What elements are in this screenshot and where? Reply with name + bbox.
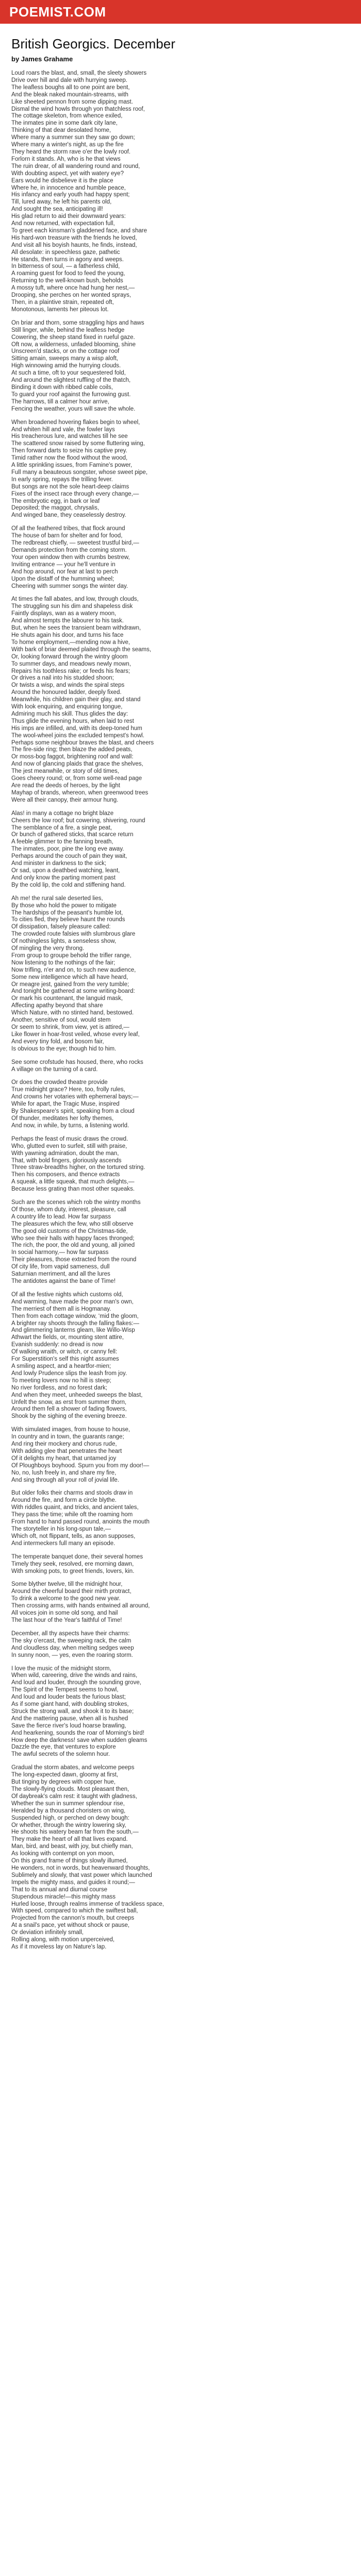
poem-stanza	[11, 1079, 259, 1129]
poem-line: His hard-won treasure with the friends he loved,	[11, 234, 137, 241]
poem-line: Perhaps some neighbour braves the blast, and cheers	[11, 739, 154, 746]
poem-line: December, all thy aspects have their charms:	[11, 1630, 130, 1637]
poem-line: A brighter ray shoots through the falling flakes:—	[11, 1320, 140, 1327]
poem-container	[0, 24, 259, 1951]
poem-stanza	[11, 1631, 259, 1659]
poem-line: Of city life, from vapid sameness, dull	[11, 1264, 110, 1270]
poem-line: Sublimely and slowly, that vast power which launched	[11, 1872, 152, 1878]
poem-line: Where he, in innocence and humble peace,	[11, 184, 126, 191]
poem-line: The ruin drear, of all wandering round and round,	[11, 163, 140, 170]
poem-line: Of daybreak's calm rest: it taught with gladness,	[11, 1793, 137, 1800]
poem-line: With yawning admiration, doubt the man,	[11, 1150, 119, 1157]
poem-line: A little sprinkling issues, from Famine's power,	[11, 462, 133, 469]
poem-line: The merriest of them all is Hogmanay.	[11, 1306, 111, 1312]
poem-line: A village on the turning of a card.	[11, 1066, 98, 1073]
poem-line: Gradual the storm abates, and welcome peeps	[11, 1765, 135, 1771]
poem-stanza	[11, 70, 259, 314]
poem-line: Shook by the sighing of the evening breeze.	[11, 1413, 127, 1420]
poem-line: The pleasures which the few, who still observe	[11, 1221, 134, 1227]
poem-line: A smiling aspect, and a heartfor-mien;	[11, 1363, 111, 1369]
poem-line: Thinking of that dear desolated home,	[11, 127, 111, 134]
poem-line: Drooping, she perches on her wonted sprays,	[11, 292, 132, 299]
poem-line: At a snail's pace, yet without shock or pause,	[11, 1922, 130, 1929]
poem-line: Or moss-bog faggot, brightening roof and wall:	[11, 754, 134, 760]
poem-line: Deposited; the maggot, chrysalis,	[11, 505, 100, 512]
poem-line: By Shakespeare's spirit, speaking from a cloud	[11, 1108, 135, 1115]
poem-line: Of walking wraith, or witch, or canny fell:	[11, 1349, 118, 1355]
poem-line: The fire-side ring; then blaze the added peats,	[11, 747, 133, 753]
poem-line: The harrows, till a calmer hour arrive,	[11, 398, 109, 405]
poem-line: Perhaps the feast of music draws the crowd.	[11, 1136, 128, 1142]
poem-line: To cities fled, they believe haunt the rounds	[11, 917, 125, 923]
poem-line: The antidotes against the bane of Time!	[11, 1278, 116, 1284]
poem-line: And almost tempts the labourer to his task.	[11, 618, 124, 624]
poem-line: Your open window then with crumbs bestrew,	[11, 554, 130, 561]
poem-line: Where many a summer sun they saw go down;	[11, 134, 135, 141]
poem-line: Mayhap of brands, whereon, when greenwood trees	[11, 789, 149, 796]
poem-line: Were all their canopy, their armour hung.	[11, 796, 119, 803]
poem-stanza	[11, 1765, 259, 1951]
poem-line: By the cold lip, the cold and stiffening hand.	[11, 882, 126, 888]
poem-line: Loud roars the blast, and, small, the sleety showers	[11, 70, 147, 76]
poem-line: Cowering, the sheep stand fixed in rueful gaze.	[11, 334, 135, 341]
poem-line: Of those, whom duty, interest, pleasure, call	[11, 1206, 126, 1213]
poem-line: Fencing the weather, yours will save the whole.	[11, 405, 136, 412]
poem-line: Which oft, not flippant, tells, as anon supposes,	[11, 1533, 136, 1539]
poem-line: Of all the festive nights which customs old,	[11, 1291, 123, 1298]
poem-line: But tinging by degrees with copper hue,	[11, 1779, 116, 1786]
poem-line: Or, looking forward through the wintry gloom	[11, 653, 128, 660]
poem-line: In early spring, repays the trilling fever.	[11, 476, 113, 483]
poem-line: Thus glide the evening hours, when laid to rest	[11, 718, 134, 724]
poem-line: Is obvious to the eye; though hid to him.	[11, 1045, 117, 1052]
poem-line: Admiring much his skill. Thus glides the day:	[11, 710, 128, 717]
poem-line: Faintly displays, wan as a watery moon,	[11, 611, 117, 617]
poem-line: To summer days, and meadows newly mown,	[11, 660, 132, 667]
poem-line: With look enquiring, and enquiring tongue,	[11, 704, 123, 710]
poem-line: Like flower in hoar-frost veiled, whose every leaf,	[11, 1031, 140, 1038]
poem-line: He stands, then turns in agony and weeps.	[11, 256, 124, 263]
poem-stanza	[11, 1292, 259, 1420]
poem-line: Rolling along, with motion unperceived,	[11, 1937, 115, 1943]
poem-line: That, with bold fingers, gloriously ascends	[11, 1157, 122, 1164]
poem-line: And now of glancing plaids that grace the shelves,	[11, 761, 143, 768]
poem-line: Forlorn it stands. Ah, who is he that views	[11, 156, 121, 162]
poem-line: And now, in while, by turns, a listening world.	[11, 1122, 129, 1129]
poem-line: Their pleasures, those extracted from the round	[11, 1257, 137, 1263]
poem-line: Dismal the wind howls through yon thatchless roof,	[11, 106, 145, 112]
poem-line: For Superstition's self this night assumes	[11, 1356, 119, 1363]
poem-line: When wild, careering, drive the winds and rains,	[11, 1672, 138, 1679]
poem-line: Of mingling the very throng.	[11, 945, 85, 952]
poem-line: Demands protection from the coming storm.	[11, 547, 127, 553]
poem-line: Timely they seek, resolved, ere morning dawn,	[11, 1561, 134, 1567]
poem-line: And only know the parting moment past	[11, 874, 116, 881]
poem-stanza	[11, 810, 259, 889]
poem-line: Now listening to the nothings of the fair;	[11, 959, 116, 966]
poem-line: With riddles quaint, and tricks, and ancient tales,	[11, 1504, 139, 1511]
poem-line: Of all the feathered tribes, that flock around	[11, 526, 125, 532]
poem-line: High winnowing amid the hurrying clouds.	[11, 363, 121, 369]
poem-line: They make the heart of all that lives expand.	[11, 1836, 128, 1843]
poem-line: Unscreen'd stacks, or on the cottage roof	[11, 348, 120, 355]
poem-line: The wool-wheel joins the excluded tempest's howl.	[11, 732, 144, 739]
poem-line: Dazzle the eye, that ventures to explore	[11, 1744, 116, 1751]
poem-line: From hand to hand passed round, anoints the mouth	[11, 1519, 150, 1526]
poem-line: Then forward darts to seize his captive prey.	[11, 448, 127, 454]
poem-line: Hurled loose, through realms immense of trackless space,	[11, 1901, 164, 1907]
poem-line: Goes cheery round; or, from some well-read page	[11, 775, 142, 782]
poem-line: Save the fierce river's loud hoarse brawling,	[11, 1722, 126, 1729]
poem-line: Struck the strong wall, and shook it to its base;	[11, 1708, 134, 1715]
poem-line: As if some giant hand, with doubling strokes,	[11, 1701, 129, 1708]
poem-line: A feeble glimmer to the fanning breath,	[11, 839, 113, 845]
poem-line: The long-expected dawn, gloomy at first,	[11, 1772, 119, 1778]
poem-line: To greet each kinsman's gladdened face, and share	[11, 227, 147, 234]
poem-line: Around the honoured ladder, deeply fixed.	[11, 689, 122, 696]
site-header	[0, 0, 361, 24]
poem-line: The crowded route falsies with slumbrous glare	[11, 931, 136, 938]
poem-line: Some blyther twelve, till the midnight hour,	[11, 1581, 123, 1588]
poem-line: Evanish suddenly: no dread is now	[11, 1342, 103, 1348]
poem-line: He shoots his watery beam far from the south,—	[11, 1829, 139, 1836]
poem-line: Of dissipation, falsely pleasure called:	[11, 924, 111, 930]
poem-line: Cheering with summer songs the winter day.	[11, 583, 128, 589]
poem-line: Man, bird, and beast, with joy, but chiefly man,	[11, 1843, 133, 1850]
poem-line: And sought the sea, anticipating ill!	[11, 206, 103, 213]
poem-line: But, when he sees the transient beam withdrawn,	[11, 625, 141, 632]
poem-line: On briar and thorn, some straggling hips and haws	[11, 319, 144, 326]
poem-line: Which Nature, with no stinted hand, bestowed.	[11, 1010, 134, 1016]
poem-line: And whiten hill and vale, the fowler lays	[11, 426, 115, 433]
poem-line: Meanwhile, his children gain their glay, and stand	[11, 697, 141, 703]
poem-line: A roaming guest for food to feed the young,	[11, 270, 125, 277]
poem-line: And loud and louder, through the sounding grove,	[11, 1680, 141, 1686]
poem-line: The good old customs of the Christmas-tide,	[11, 1228, 128, 1234]
poem-line: The last hour of the Year's faithful of Time!	[11, 1617, 122, 1623]
poem-line: Full many a beauteous songster, whose sweet pipe,	[11, 469, 148, 476]
poem-line: A squeak, a little squeak, that much delights,—	[11, 1179, 135, 1185]
poem-line: To meeting lovers now no hill is steep;	[11, 1377, 111, 1384]
poem-line: But songs are not the sole heart-deep claims	[11, 483, 129, 490]
poem-line: Alas! in many a cottage no bright blaze	[11, 810, 114, 817]
poem-line: Fixes of the insect race through every change,—	[11, 490, 139, 497]
poem-line: Who, glutted even to surfeit, still with praise,	[11, 1143, 127, 1149]
poem-stanza	[11, 1136, 259, 1193]
poem-line: And when they meet, unheeded sweeps the blast,	[11, 1392, 143, 1398]
poem-stanza	[11, 1059, 259, 1074]
poem-line: Sitting amain, sweeps many a wisp aloft,	[11, 355, 119, 362]
poem-line: Ears would he disbelieve it is the place	[11, 177, 113, 184]
poem-line: The scattered snow raised by some fluttering wing,	[11, 440, 145, 447]
poem-line: Impels the mighty mass, and guides it round;—	[11, 1879, 135, 1886]
poem-line: With smoking pots, to greet friends, lovers, kin.	[11, 1568, 135, 1574]
poem-line: Or drives a nail into his studded shoon;	[11, 675, 114, 682]
poem-line: With speed, compared to which the swiftest ball,	[11, 1908, 138, 1914]
poem-line: No river fordless, and no forest dark;	[11, 1384, 107, 1391]
poem-line: Athwart the fields, or, mounting stent attire,	[11, 1334, 124, 1341]
poem-line: The house of barn for shelter and for food,	[11, 533, 123, 539]
poem-line: In bitterness of soul, — a fatherless child,	[11, 263, 120, 270]
poem-line: On this grand frame of things slowly illumed,	[11, 1858, 128, 1865]
poem-line: While for apart, the Tragic Muse, inspired	[11, 1101, 120, 1108]
poem-line: The leafless boughs all to one point are bent,	[11, 84, 130, 91]
poem-line: Or twists a wisp, and winds the spiral steps	[11, 682, 125, 689]
poem-line: True midnight grace? Here, too, frolly rules,	[11, 1087, 125, 1093]
poem-line: Or does the crowded theatre provide	[11, 1079, 108, 1086]
poem-line: And tonight be gathered at some writing-board:	[11, 988, 135, 995]
poem-line: Projected from the cannon's mouth, but creeps	[11, 1915, 135, 1922]
poem-line: With simulated images, from house to house,	[11, 1427, 130, 1433]
poem-line: As if it moveless lay on Nature's lap.	[11, 1943, 107, 1950]
poem-line: To home employment,—mending now a hive,	[11, 639, 130, 646]
poem-line: No, no, lush freely in, and share my fire,	[11, 1469, 117, 1476]
poem-stanza	[11, 1490, 259, 1547]
author-name[interactable]: James Grahame	[21, 55, 73, 63]
poem-line: Suspended high, or perched on dewy bough:	[11, 1815, 129, 1821]
site-logo[interactable]: POEMIST.COM	[9, 4, 106, 20]
poem-stanza	[11, 419, 259, 520]
poem-line: And hearkening, sounds the roar of Morning's bird!	[11, 1730, 144, 1736]
poem-line: Heralded by a thousand choristers on wing,	[11, 1807, 126, 1814]
poem-line: Till, lured away, he left his parents old,	[11, 199, 112, 206]
poem-line: And now returned, with expectation full,	[11, 221, 115, 227]
poem-line: And glimmering lanterns gleam, like Willo-Wisp	[11, 1327, 135, 1334]
poem-line: Stupendous miracle!—this mighty mass	[11, 1893, 116, 1900]
poem-stanza	[11, 1554, 259, 1575]
poem-line: Of nothingless lights, a senseless show,	[11, 938, 117, 945]
poem-line: And ring their mockery and chorus rude,	[11, 1441, 117, 1448]
poem-line: And the bleak naked mountain-streams, with	[11, 91, 128, 98]
poem-line: Of thunder, meditates her lofty themes,	[11, 1115, 114, 1122]
poem-line: They pass the time; while oft the roaming hom	[11, 1512, 133, 1518]
poem-stanza	[11, 596, 259, 804]
poem-line: Then, in a plaintive strain, repeated oft,	[11, 299, 114, 306]
poem-line: In sunny noon, — yes, even the roaring storm.	[11, 1652, 133, 1658]
poem-line: See some crofstude has housed, there, who rocks	[11, 1059, 143, 1065]
poem-line: A mossy tuft, where once had hung her nest,—	[11, 285, 135, 292]
poem-line: Of it delights my heart, that untamed joy	[11, 1455, 117, 1462]
poem-line: I love the music of the midnight storm,	[11, 1665, 111, 1672]
poem-line: Perhaps around the couch of pain they wait,	[11, 853, 127, 860]
poem-line: Like sheeted pennon from some dipping mast.	[11, 98, 133, 105]
poem-stanza	[11, 526, 259, 590]
poem-title: British Georgics. December	[11, 36, 175, 52]
poem-line: The semblance of a fire, a single peat,	[11, 824, 112, 831]
poem-line: His imps are infilled, and, with its deep-toned hum	[11, 725, 142, 732]
poem-stanza	[11, 1666, 259, 1759]
poem-line: Monotonous, laments her piteous lot.	[11, 306, 109, 313]
poem-line: And cloudless day, when melting sedges weep	[11, 1645, 134, 1651]
poem-line: Affecting apathy beyond that share	[11, 1003, 103, 1009]
poem-line: The embryotic egg, in bark or leaf	[11, 498, 100, 504]
byline-prefix: by	[11, 55, 20, 63]
poem-line: And sing through all your roll of jovial life.	[11, 1477, 120, 1483]
poem-line: And winged bane, they ceaselessly destroy.	[11, 512, 126, 519]
poem-line: Another, sensitive of soul, would stem	[11, 1017, 111, 1024]
poem-line: Repairs his toothless rake; or feeds his fears;	[11, 668, 130, 674]
poem-line: Of Ploughboys boyhood. Spurn you from my door!—	[11, 1462, 150, 1469]
poem-line: Then from each cottage window, ‘mid the gloom,	[11, 1313, 139, 1319]
poem-line: Still linger, while, behind the leafless hedge	[11, 327, 125, 333]
poem-line: And hop around, nor fear at last to perch	[11, 568, 118, 575]
poem-line: When broadened hovering flakes begin to wheel,	[11, 419, 140, 426]
poem-stanza	[11, 1199, 259, 1285]
poem-line: The redbreast chiefly, — sweetest trustful bird,—	[11, 540, 139, 547]
poem-line: The struggling sun his dim and shapeless disk	[11, 603, 133, 610]
poem-line: The cottage skeleton, from whence exiled,	[11, 113, 123, 120]
poem-line: Three straw-breadths higher, on the tortured string.	[11, 1164, 145, 1171]
poem-line: To guard your roof against the furrowing gust.	[11, 391, 131, 398]
poem-line: And loud and louder beats the furious blast;	[11, 1694, 126, 1701]
poem-line: And the mattering pause, when all is hushed	[11, 1715, 128, 1722]
poem-stanza	[11, 1427, 259, 1484]
poem-line: And visit all his boyish haunts, he finds, instead,	[11, 242, 137, 248]
poem-line: Now trifling, n'er and on, to such new audience,	[11, 967, 136, 973]
poem-line: Unfelt the snow, as erst from summer thorn,	[11, 1399, 127, 1405]
poem-line: Cheers the low roof; but cowering, shivering, round	[11, 817, 145, 824]
poem-line: Are read the deeds of heroes, by the light	[11, 783, 120, 789]
poem-line: Ah me! the rural sale deserted lies,	[11, 895, 103, 902]
poem-line: His treacherous lure, and watches till he see	[11, 433, 128, 440]
poem-line: And around the slightest ruffling of the thatch,	[11, 377, 131, 384]
poem-line: Around them fell a shower of fading flowers,	[11, 1406, 127, 1413]
poem-line: To drink a welcome to the good new year.	[11, 1596, 121, 1602]
poem-line: Or meagre jest, gained from the very tumble;	[11, 981, 129, 988]
poem-line: And warming, have made the poor man's own,	[11, 1298, 134, 1305]
poem-line: Or deviation infinitely small,	[11, 1929, 84, 1936]
poem-line: Or bunch of gathered sticks, that scarce return	[11, 832, 134, 838]
poem-line: Or sad, upon a deathbed watching, leant,	[11, 867, 120, 874]
poem-line: In social harmony,— how far surpass	[11, 1249, 109, 1256]
poem-line: The awful secrets of the solemn hour.	[11, 1751, 110, 1758]
poem-line: And minister in darkness to the sick;	[11, 860, 107, 867]
poem-line: And intermeckers full many an episode.	[11, 1540, 116, 1547]
poem-line: Whether the sun in summer splendour rise,	[11, 1800, 125, 1807]
poem-line: By those who hold the power to mitigate	[11, 902, 117, 909]
poem-line: Returning to the well-known bush, beholds	[11, 278, 123, 284]
poem-line: With bark of briar deemed plaited through the seams,	[11, 646, 152, 653]
poem-line: All voices join in some old song, and hail	[11, 1610, 118, 1617]
poem-line: And crowns her votaries with ephemeral bays;—	[11, 1094, 139, 1100]
poem-line: All desolate: in speechless gaze, pathetic	[11, 249, 120, 256]
poem-line: His glad return to aid their downward years:	[11, 213, 126, 220]
poem-line: With doubting aspect, yet with watery eye?	[11, 170, 124, 177]
poem-line: Such are the scenes which rob the wintry months	[11, 1199, 141, 1206]
poem-line: Timid rather now the flood without the wood,	[11, 455, 128, 462]
poem-body	[11, 70, 259, 1951]
poem-line: The jest meanwhile, or story of old times,	[11, 768, 119, 775]
poem-line: Where many a winter's night, as up the fire	[11, 142, 124, 148]
poem-line: Upon the distaff of the humming wheel;	[11, 575, 114, 582]
poem-line: How deep the darkness! save when sudden gleams	[11, 1737, 147, 1743]
poem-line: Then crossing arms, with hands entwined all around,	[11, 1603, 150, 1609]
poem-stanza	[11, 1581, 259, 1624]
poem-line: They heard the storm rave o'er the lowly roof.	[11, 148, 131, 155]
poem-line: Who see their halls with happy faces thronged;	[11, 1235, 135, 1242]
poem-line: Some new intelligence which all have heard,	[11, 974, 128, 980]
poem-line: The slowly-flying clouds. Most pleasant then,	[11, 1786, 129, 1792]
poem-stanza	[11, 895, 259, 1053]
poem-line: And every tiny fold, and bosom fair,	[11, 1038, 104, 1045]
poem-line: In country and in town, the guarants range;	[11, 1434, 124, 1440]
poem-line: He shuts again his door, and turns his face	[11, 632, 124, 638]
poem-line: But older folks their charms and stools draw in	[11, 1490, 133, 1497]
poem-line: His infancy and early youth had happy spent;	[11, 192, 130, 198]
poem-stanza	[11, 320, 259, 413]
poem-line: The hardships of the peasant's humble lot,	[11, 909, 123, 916]
poem-line: The sky o'ercast, the sweeping rack, the calm	[11, 1637, 132, 1644]
poem-line: Oft now, a wilderness, unfaded blooming, shine	[11, 341, 136, 348]
poem-line: A country life to lead. How far surpass	[11, 1213, 111, 1220]
poem-line: At such a time, oft to your sequestered fold,	[11, 370, 126, 377]
poem-line: The temperate banquet done, their several homes	[11, 1553, 143, 1560]
poem-line: Inviting entrance — your he'll venture in	[11, 561, 116, 568]
poem-line: And lowly Prudence slips the leash from joy.	[11, 1370, 127, 1377]
poem-line: The storyteller in his long-spun tale,—	[11, 1526, 111, 1532]
poem-line: Around the fire, and form a circle blythe.	[11, 1497, 117, 1504]
poem-line: He wonders, not in words, but heavenward thoughts,	[11, 1865, 150, 1871]
poem-line: Or seem to shrink, from view, yet is attired,—	[11, 1024, 129, 1030]
poem-line: At times the fall abates, and low, through clouds,	[11, 596, 139, 603]
poem-line: The inmates pine in some dark city lane,	[11, 120, 118, 127]
poem-line: Saturnian merriment, and all the lures	[11, 1271, 110, 1278]
poem-line: The inmates, poor, pine the long eve away.	[11, 846, 124, 853]
poem-line: As looking with contempt on yon moon,	[11, 1851, 115, 1857]
poem-line: Then his composers, and thence extracts	[11, 1172, 120, 1178]
poem-line: That to its annual and diurnal course	[11, 1886, 108, 1893]
poem-line: Binding it down with ribbed cable coils,	[11, 384, 113, 391]
poem-line: Around the cheerful board their mirth protract,	[11, 1588, 132, 1595]
poem-line: Drive over hill and dale with hurrying sweep.	[11, 77, 127, 83]
poem-line: The Spirit of the Tempest seems to howl,	[11, 1687, 119, 1693]
poem-byline	[11, 55, 259, 63]
poem-line: Or mark his countenant, the languid mask,	[11, 995, 123, 1002]
poem-line: Or whether, through the wintry lowering sky,	[11, 1822, 126, 1828]
poem-line: With adding glee that penetrates the heart	[11, 1448, 122, 1454]
poem-line: From group to groupe behold the trifler range,	[11, 952, 132, 959]
poem-line: The rich, the poor, the old and young, all joined	[11, 1242, 135, 1249]
poem-line: Because less grating than most other squeaks.	[11, 1186, 135, 1193]
